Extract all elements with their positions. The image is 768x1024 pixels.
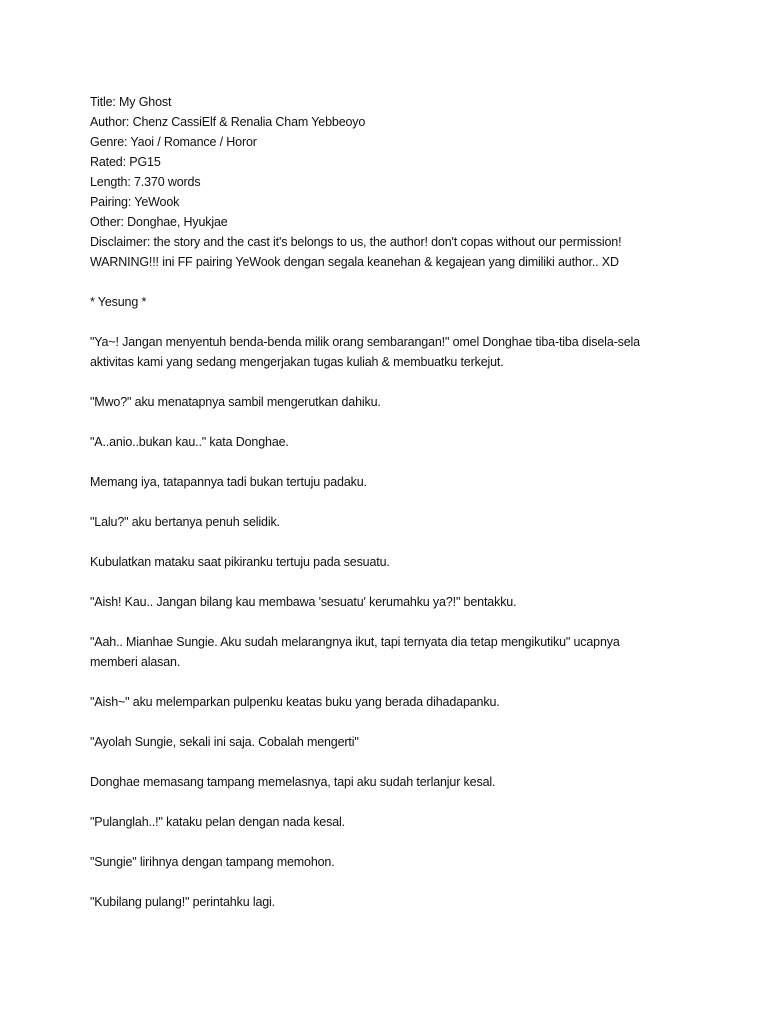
paragraph: "Kubilang pulang!" perintahku lagi. bbox=[90, 895, 276, 909]
paragraph: "Aish! Kau.. Jangan bilang kau membawa 'sesuatu' kerumahku ya?!" bentakku. bbox=[90, 595, 517, 609]
story-pairing: Pairing: YeWook bbox=[90, 195, 180, 209]
paragraph: "Sungie" lirihnya dengan tampang memohon. bbox=[90, 855, 335, 869]
paragraph: Donghae memasang tampang memelasnya, tapi aku sudah terlanjur kesal. bbox=[90, 775, 496, 789]
paragraph: "A..anio..bukan kau.." kata Donghae. bbox=[90, 435, 289, 449]
story-genre: Genre: Yaoi / Romance / Horor bbox=[90, 135, 257, 149]
story-length: Length: 7.370 words bbox=[90, 175, 201, 189]
paragraph-line: "Aah.. Mianhae Sungie. Aku sudah melarangnya ikut, tapi ternyata dia tetap mengikutiku" ucapnya bbox=[90, 635, 620, 649]
paragraph: "Mwo?" aku menatapnya sambil mengerutkan dahiku. bbox=[90, 395, 381, 409]
paragraph: "Ayolah Sungie, sekali ini saja. Cobalah mengerti" bbox=[90, 735, 359, 749]
section-heading: * Yesung * bbox=[90, 295, 147, 309]
paragraph-line: "Ya~! Jangan menyentuh benda-benda milik orang sembarangan!" omel Donghae tiba-tiba disela-sela bbox=[90, 335, 640, 349]
story-other-cast: Other: Donghae, Hyukjae bbox=[90, 215, 228, 229]
paragraph bbox=[90, 332, 730, 372]
paragraph: "Lalu?" aku bertanya penuh selidik. bbox=[90, 515, 280, 529]
story-author: Author: Chenz CassiElf & Renalia Cham Yebbeoyo bbox=[90, 115, 366, 129]
paragraph bbox=[90, 632, 730, 672]
story-disclaimer: Disclaimer: the story and the cast it's belongs to us, the author! don't copas without our permission! bbox=[90, 235, 622, 249]
story-title: Title: My Ghost bbox=[90, 95, 172, 109]
paragraph-line: memberi alasan. bbox=[90, 655, 181, 669]
paragraph: Memang iya, tatapannya tadi bukan tertuju padaku. bbox=[90, 475, 367, 489]
story-warning: WARNING!!! ini FF pairing YeWook dengan segala keanehan & kegajean yang dimiliki author.. XD bbox=[90, 255, 619, 269]
story-rating: Rated: PG15 bbox=[90, 155, 161, 169]
paragraph-line: aktivitas kami yang sedang mengerjakan tugas kuliah & membuatku terkejut. bbox=[90, 355, 504, 369]
document-page bbox=[90, 92, 730, 912]
paragraph: "Aish~" aku melemparkan pulpenku keatas buku yang berada dihadapanku. bbox=[90, 695, 500, 709]
paragraph: "Pulanglah..!" kataku pelan dengan nada kesal. bbox=[90, 815, 345, 829]
paragraph: Kubulatkan mataku saat pikiranku tertuju pada sesuatu. bbox=[90, 555, 390, 569]
